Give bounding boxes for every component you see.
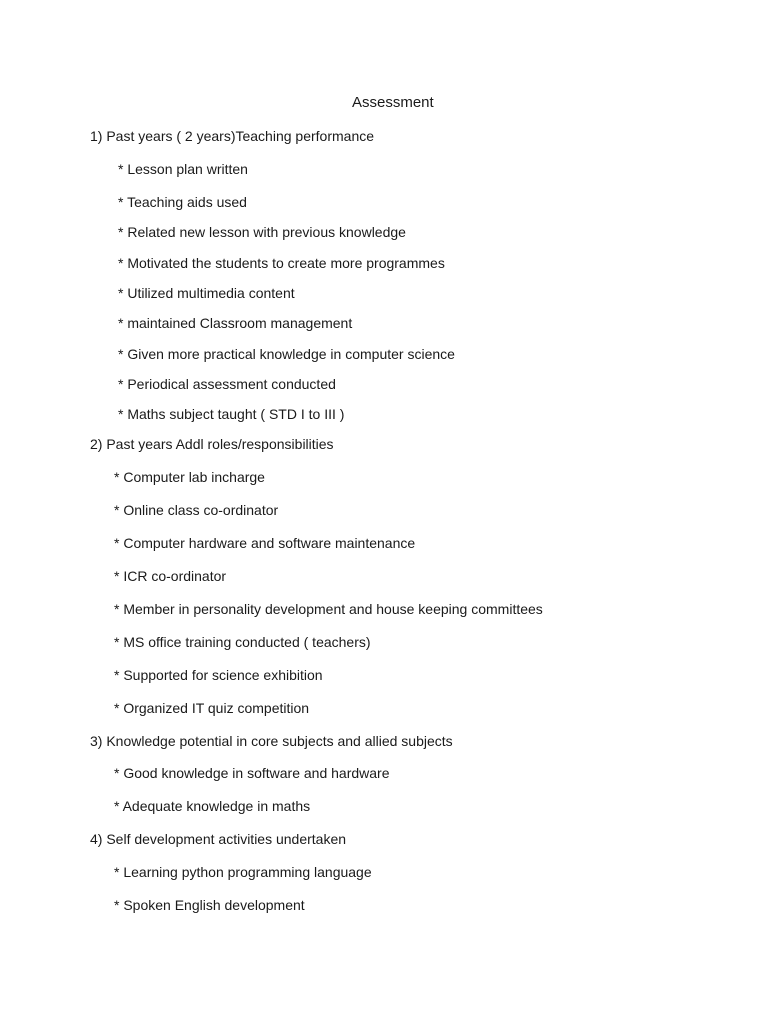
list-item: * Good knowledge in software and hardware	[114, 765, 390, 781]
list-item: * Lesson plan written	[118, 161, 248, 177]
list-item: * Supported for science exhibition	[114, 667, 323, 683]
list-item: * Spoken English development	[114, 897, 305, 913]
list-item: * Organized IT quiz competition	[114, 700, 310, 716]
list-item: * MS office training conducted ( teachers)	[114, 634, 371, 650]
list-item: * Adequate knowledge in maths	[114, 798, 311, 814]
section-heading-knowledge-potential: 3) Knowledge potential in core subjects and allied subjects	[90, 733, 453, 749]
list-item: * Online class co-ordinator	[114, 502, 279, 518]
document-title: Assessment	[352, 94, 434, 111]
list-item: * Teaching aids used	[118, 194, 247, 210]
list-item: * Related new lesson with previous knowledge	[118, 224, 406, 240]
list-item: * maintained Classroom management	[118, 315, 353, 331]
section-heading-teaching-performance: 1) Past years ( 2 years)Teaching performance	[90, 128, 375, 144]
list-item: * Given more practical knowledge in computer science	[118, 346, 455, 362]
list-item: * Learning python programming language	[114, 864, 372, 880]
list-item: * Maths subject taught ( STD I to III )	[118, 406, 345, 422]
section-heading-self-development: 4) Self development activities undertaken	[90, 831, 347, 847]
list-item: * Periodical assessment conducted	[118, 376, 336, 392]
section-heading-addl-roles: 2) Past years Addl roles/responsibilities	[90, 436, 334, 452]
list-item: * Computer hardware and software maintenance	[114, 535, 416, 551]
list-item: * Member in personality development and house keeping committees	[114, 601, 543, 617]
list-item: * Computer lab incharge	[114, 469, 265, 485]
list-item: * Utilized multimedia content	[118, 285, 295, 301]
list-item: * ICR co-ordinator	[114, 568, 227, 584]
list-item: * Motivated the students to create more programmes	[118, 255, 445, 271]
